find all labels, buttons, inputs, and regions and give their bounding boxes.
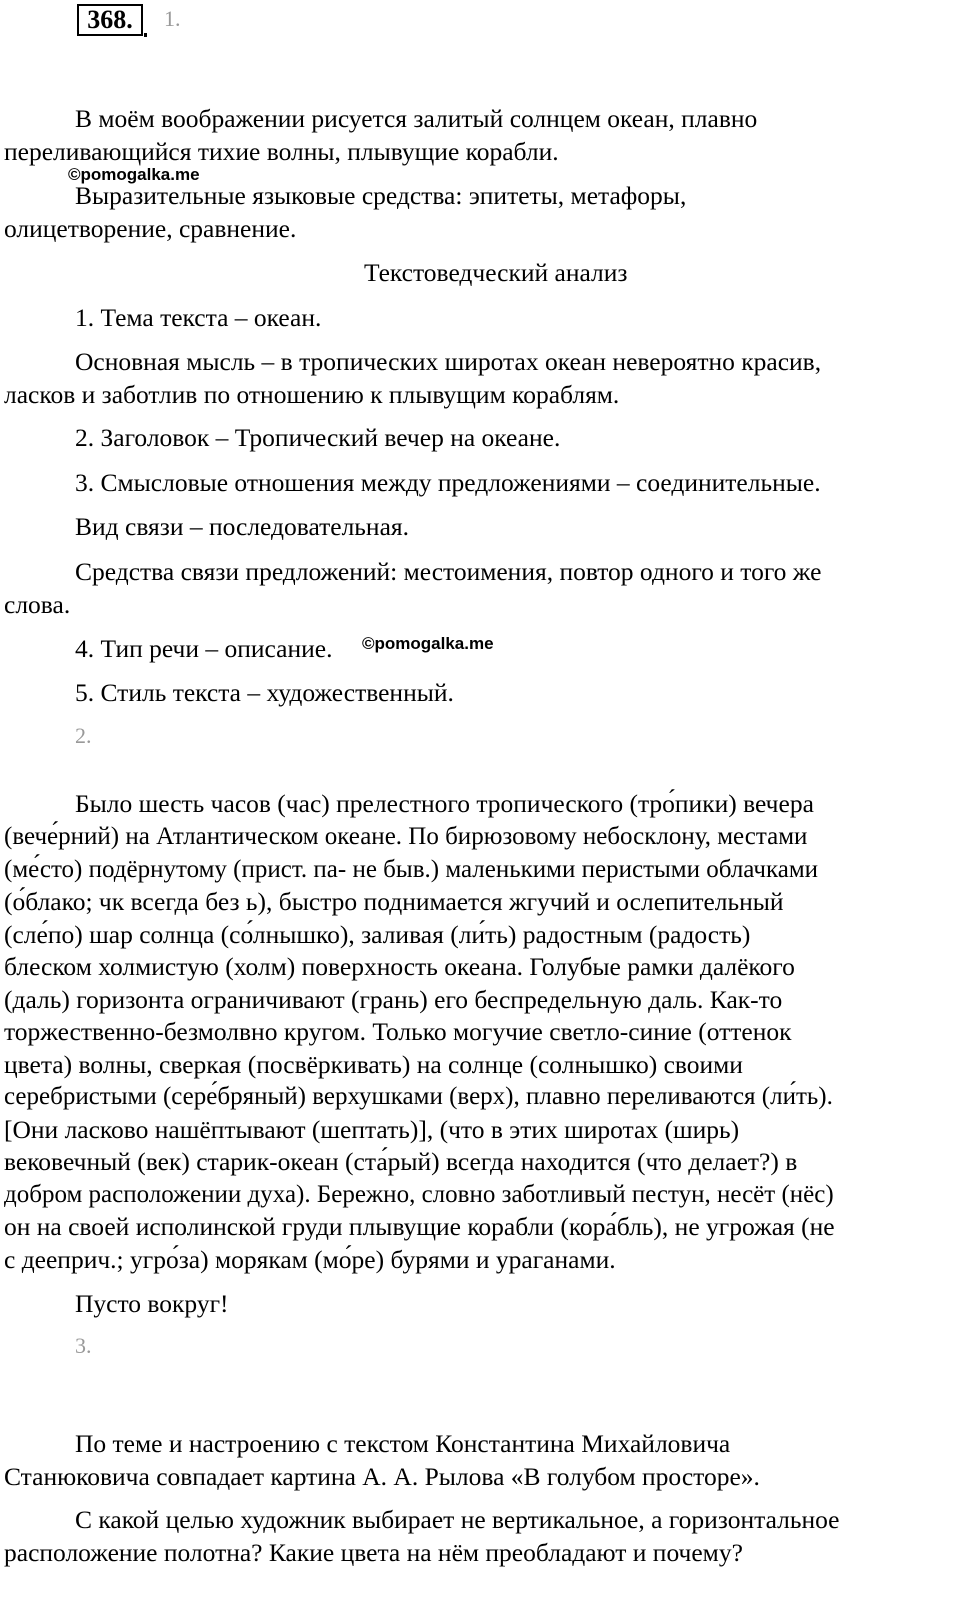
part2-line: (сле́по) шар солнца (со́лнышко), заливая (ли́ть) радостным (радость) <box>4 920 751 949</box>
analysis-item: ласков и заботлив по отношению к плывущим кораблям. <box>4 380 620 409</box>
analysis-item: 3. Смысловые отношения между предложениями – соединительные. <box>75 468 821 497</box>
analysis-item: 5. Стиль текста – художественный. <box>75 678 454 707</box>
part1-line: переливающийся тихие волны, плывущие корабли. <box>4 137 559 166</box>
part2-line: вековечный (век) старик-океан (ста́рый) всегда находится (что делает?) в <box>4 1147 798 1176</box>
part2-line: цвета) волны, сверкая (посвёркивать) на солнце (солнышко) своими <box>4 1050 743 1079</box>
part2-line: Было шесть часов (час) прелестного тропического (тро́пики) вечера <box>75 789 814 818</box>
exercise-number-mark <box>144 33 147 37</box>
part1-line: Выразительные языковые средства: эпитеты, метафоры, <box>75 181 687 210</box>
part3-line: Станюковича совпадает картина А. А. Рылова «В голубом просторе». <box>4 1462 760 1491</box>
part2-line: с дееприч.; угро́за) морякам (мо́ре) бурями и ураганами. <box>4 1245 616 1274</box>
analysis-item: 4. Тип речи – описание. <box>75 634 333 663</box>
part2-line: он на своей исполинской груди плывущие корабли (кора́бль), не угрожая (не <box>4 1212 835 1241</box>
part2-line: добром расположении духа). Бережно, словно заботливый пестун, несёт (нёс) <box>4 1181 834 1208</box>
part2-closing: Пусто вокруг! <box>75 1289 229 1318</box>
part3-line: расположение полотна? Какие цвета на нём преобладают и почему? <box>4 1538 743 1567</box>
section-label-2: 2. <box>75 723 92 748</box>
watermark: ©pomogalka.me <box>362 634 494 653</box>
part2-line: (ме́сто) подёрнутому (прист. па- не быв.) маленькими перистыми облачками <box>4 856 819 883</box>
part3-line: По теме и настроению с текстом Константина Михайловича <box>75 1429 731 1458</box>
part2-line: торжественно-безмолвно кругом. Только могучие светло-синие (оттенок <box>4 1017 792 1046</box>
part2-line: серебристыми (сере́бряный) верхушками (верх), плавно переливаются (ли́ть). <box>4 1083 833 1110</box>
exercise-number: 368. <box>77 4 143 36</box>
analysis-item: Средства связи предложений: местоимения, повтор одного и того же <box>75 557 822 586</box>
part2-line: (даль) горизонта ограничивают (грань) его беспредельную даль. Как-то <box>4 985 783 1014</box>
part3-line: С какой целью художник выбирает не вертикальное, а горизонтальное <box>75 1505 840 1534</box>
analysis-item: 1. Тема текста – океан. <box>75 303 322 332</box>
part2-line: (вече́рний) на Атлантическом океане. По бирюзовому небосклону, местами <box>4 823 808 850</box>
part1-line: олицетворение, сравнение. <box>4 214 297 243</box>
analysis-item: 2. Заголовок – Тропический вечер на океане. <box>75 423 561 452</box>
part2-line: (о́блако; чк всегда без ь), быстро поднимается жгучий и ослепительный <box>4 887 784 916</box>
part2-line: [Они ласково нашёптывают (шептать)], (что в этих широтах (ширь) <box>4 1115 740 1144</box>
analysis-item: Вид связи – последовательная. <box>75 512 410 541</box>
analysis-item: слова. <box>4 590 71 619</box>
analysis-title: Текстоведческий анализ <box>364 258 628 287</box>
watermark: ©pomogalka.me <box>68 165 200 184</box>
part2-line: блеском холмистую (холм) поверхность океана. Голубые рамки далёкого <box>4 952 795 981</box>
part1-line: В моём воображении рисуется залитый солнцем океан, плавно <box>75 104 758 133</box>
analysis-item: Основная мысль – в тропических широтах океан невероятно красив, <box>75 347 822 376</box>
section-label-1: 1. <box>164 6 181 31</box>
section-label-3: 3. <box>75 1333 92 1358</box>
